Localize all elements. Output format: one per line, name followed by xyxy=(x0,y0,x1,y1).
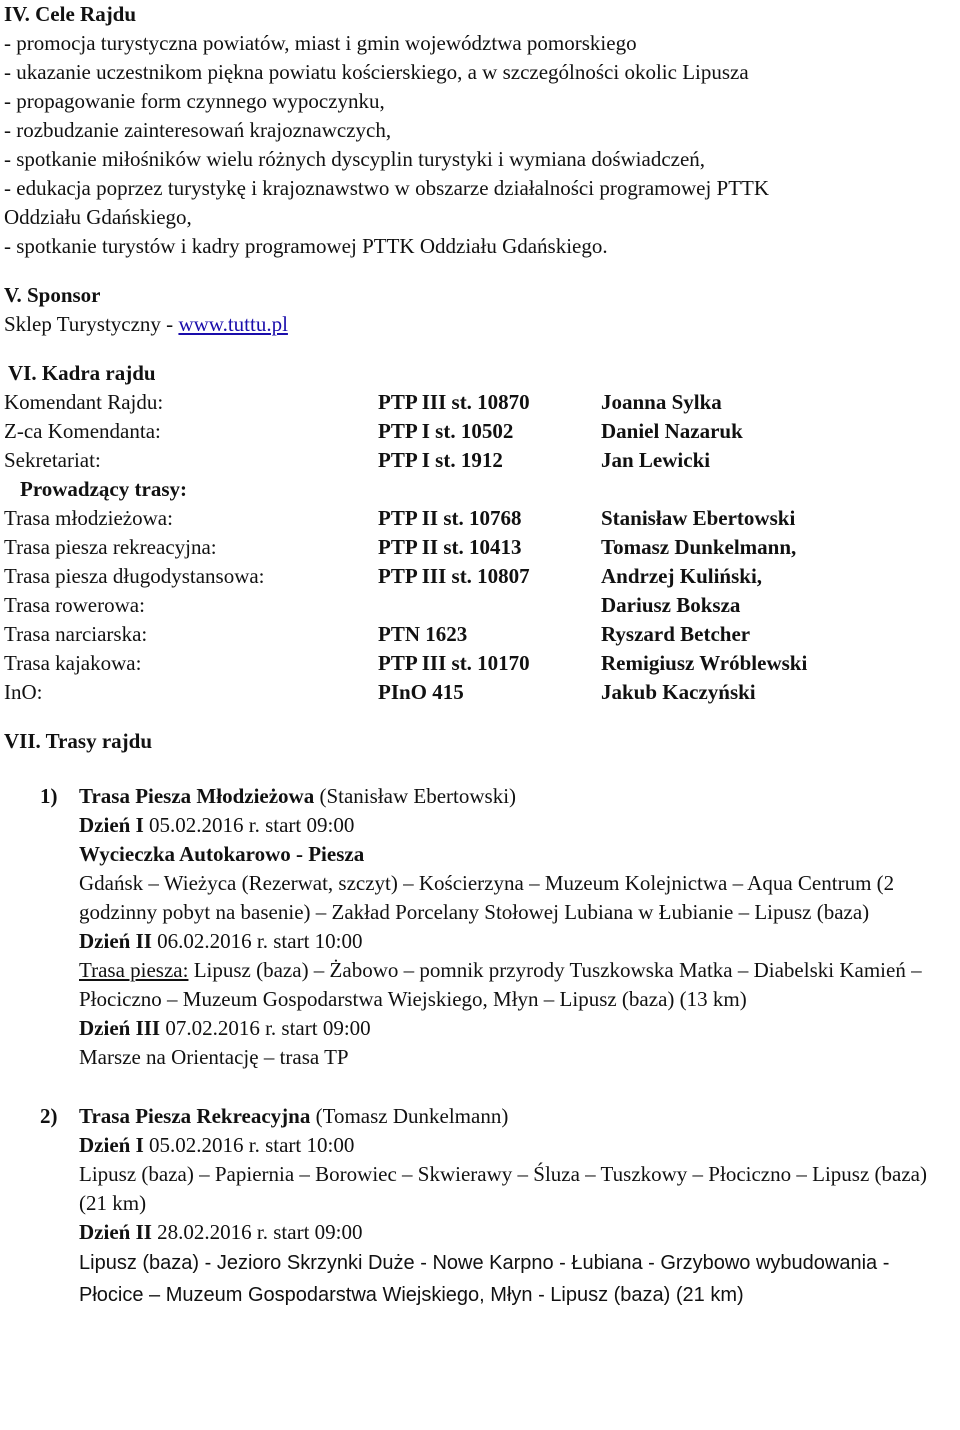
hike-text: Lipusz (baza) – Żabowo – pomnik przyrody Tuszkowska Matka – Diabelski Kamień – Płociczno – Muzeum Gospodarstwa Wiejskiego, Młyn – Lipusz (baza) (13 km) xyxy=(79,958,922,1011)
section-heading-goals: IV. Cele Rajdu xyxy=(4,2,137,26)
day-date: 05.02.2016 r. start 10:00 xyxy=(143,1133,355,1157)
day-label: Dzień III xyxy=(79,1016,161,1040)
staff-name: Ryszard Betcher xyxy=(601,622,751,646)
goal-item: - spotkanie miłośników wielu różnych dyscyplin turystyki i wymiana doświadczeń, xyxy=(4,147,706,171)
staff-name: Remigiusz Wróblewski xyxy=(601,651,808,675)
staff-rank: PTP I st. 10502 xyxy=(378,419,514,443)
route-day xyxy=(79,927,944,956)
route-title xyxy=(79,1102,944,1131)
staff-row xyxy=(4,591,956,620)
route-title-bold: Trasa Piesza Młodzieżowa xyxy=(79,784,315,808)
day-label: Dzień II xyxy=(79,1220,152,1244)
staff-role: InO: xyxy=(4,680,43,704)
staff-rank: PTP I st. 1912 xyxy=(378,448,503,472)
staff-row xyxy=(4,504,956,533)
route-2 xyxy=(4,1102,956,1311)
goal-item: - propagowanie form czynnego wypoczynku, xyxy=(4,89,385,113)
sponsor-link[interactable]: www.tuttu.pl xyxy=(178,312,288,336)
trip-title: Wycieczka Autokarowo - Piesza xyxy=(79,842,365,866)
staff-rank: PTP III st. 10807 xyxy=(378,564,530,588)
day-date: 05.02.2016 r. start 09:00 xyxy=(143,813,355,837)
document-page xyxy=(4,0,956,1311)
route-day xyxy=(79,811,944,840)
staff-rank: PTP III st. 10170 xyxy=(378,651,530,675)
route-day xyxy=(79,1014,944,1043)
staff-rank: PInO 415 xyxy=(378,680,464,704)
route-day xyxy=(79,1131,944,1160)
route-day xyxy=(79,1218,944,1247)
staff-row xyxy=(4,649,956,678)
staff-rank: PTP III st. 10870 xyxy=(378,390,530,414)
staff-name: Daniel Nazaruk xyxy=(601,419,743,443)
day-label: Dzień I xyxy=(79,813,144,837)
goal-item: - ukazanie uczestnikom piękna powiatu kościerskiego, a w szczególności okolic Lipusza xyxy=(4,60,749,84)
staff-role: Trasa piesza rekreacyjna: xyxy=(4,535,217,559)
staff-name: Stanisław Ebertowski xyxy=(601,506,796,530)
staff-heading-number: VI. xyxy=(8,361,37,385)
staff-row xyxy=(4,533,956,562)
staff-rank: PTP II st. 10413 xyxy=(378,535,522,559)
staff-row xyxy=(4,388,956,417)
goal-item: - promocja turystyczna powiatów, miast i gmin województwa pomorskiego xyxy=(4,31,637,55)
staff-row xyxy=(4,417,956,446)
route-number: 2) xyxy=(40,1104,58,1128)
goal-item: - edukacja poprzez turystykę i krajoznawstwo w obszarze działalności programowej PTTK xyxy=(4,176,770,200)
trip-description: Gdańsk – Wieżyca (Rezerwat, szczyt) – Kościerzyna – Muzeum Kolejnictwa – Aqua Centrum (2 godzinny pobyt na basenie) – Zakład Porcelany Stołowej Lubiana w Łubianie – Lipusz (baza) xyxy=(79,871,895,924)
goal-item: Oddziału Gdańskiego, xyxy=(4,205,192,229)
staff-name: Jakub Kaczyński xyxy=(601,680,756,704)
route-title-bold: Trasa Piesza Rekreacyjna xyxy=(79,1104,311,1128)
goal-item: - rozbudzanie zainteresowań krajoznawczych, xyxy=(4,118,392,142)
staff-row xyxy=(4,620,956,649)
day-description: Lipusz (baza) - Jezioro Skrzynki Duże - Nowe Karpno - Łubiana - Grzybowo wybudowania - Płocice – Muzeum Gospodarstwa Wiejskiego, Młyn - Lipusz (baza) (21 km) xyxy=(79,1252,890,1306)
staff-name: Joanna Sylka xyxy=(601,390,722,414)
staff-rank xyxy=(378,591,601,620)
staff-name: Jan Lewicki xyxy=(601,448,711,472)
day-description: Lipusz (baza) – Papiernia – Borowiec – Skwierawy – Śluza – Tuszkowy – Płociczno – Lipusz (baza) (21 km) xyxy=(79,1162,927,1215)
staff-row xyxy=(4,446,956,475)
route-title-leader: (Stanisław Ebertowski) xyxy=(314,784,517,808)
staff-row xyxy=(4,562,956,591)
staff-role: Komendant Rajdu: xyxy=(4,390,164,414)
staff-name: Tomasz Dunkelmann, xyxy=(601,535,797,559)
staff-role: Z-ca Komendanta: xyxy=(4,419,161,443)
day-date: 28.02.2016 r. start 09:00 xyxy=(151,1220,363,1244)
sponsor-line xyxy=(4,310,956,339)
day-date: 06.02.2016 r. start 10:00 xyxy=(151,929,363,953)
day-label: Dzień II xyxy=(79,929,152,953)
day-description: Marsze na Orientację – trasa TP xyxy=(79,1045,349,1069)
staff-role: Trasa kajakowa: xyxy=(4,651,142,675)
staff-subheading: Prowadzący trasy: xyxy=(20,477,187,501)
staff-name: Dariusz Boksza xyxy=(601,593,741,617)
staff-role: Trasa narciarska: xyxy=(4,622,148,646)
staff-row xyxy=(4,678,956,707)
staff-heading-text: Kadra rajdu xyxy=(36,361,156,385)
sponsor-text: Sklep Turystyczny - xyxy=(4,312,179,336)
day-label: Dzień I xyxy=(79,1133,144,1157)
route-1 xyxy=(4,782,956,1072)
staff-rank: PTN 1623 xyxy=(378,622,468,646)
hike-label: Trasa piesza: xyxy=(79,958,189,982)
section-heading-staff xyxy=(4,359,956,388)
staff-name: Andrzej Kuliński, xyxy=(601,564,763,588)
staff-role: Sekretariat: xyxy=(4,448,101,472)
route-title-leader: (Tomasz Dunkelmann) xyxy=(310,1104,509,1128)
staff-role: Trasa młodzieżowa: xyxy=(4,506,173,530)
day-date: 07.02.2016 r. start 09:00 xyxy=(160,1016,371,1040)
section-heading-sponsor: V. Sponsor xyxy=(4,283,101,307)
route-number: 1) xyxy=(40,784,58,808)
goal-item: - spotkanie turystów i kadry programowej PTTK Oddziału Gdańskiego. xyxy=(4,234,608,258)
staff-rank: PTP II st. 10768 xyxy=(378,506,522,530)
section-heading-routes: VII. Trasy rajdu xyxy=(4,729,152,753)
staff-role: Trasa piesza długodystansowa: xyxy=(4,564,265,588)
staff-role: Trasa rowerowa: xyxy=(4,593,145,617)
hike-description xyxy=(79,956,944,1014)
route-title xyxy=(79,782,944,811)
